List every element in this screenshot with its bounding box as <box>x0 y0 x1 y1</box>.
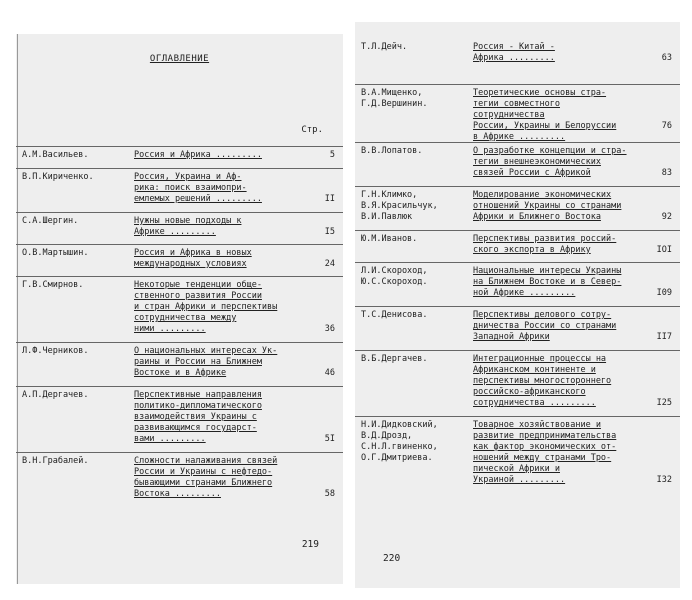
entry-authors: А.М.Васильев. <box>22 150 89 160</box>
separator-line <box>16 146 343 147</box>
toc-entry <box>355 144 680 186</box>
separator-line <box>355 306 680 307</box>
entry-authors: Т.Л.Дейч. <box>361 42 408 52</box>
left-page <box>16 34 343 584</box>
toc-entry <box>355 86 680 142</box>
entry-authors: В.В.Лопатов. <box>361 146 423 156</box>
entry-page: 24 <box>324 259 335 269</box>
toc-entry <box>16 388 343 452</box>
separator-line <box>16 244 343 245</box>
entry-authors: Ю.М.Иванов. <box>361 234 418 244</box>
toc-entry <box>355 264 680 306</box>
entry-authors: А.П.Дергачев. <box>22 390 89 400</box>
toc-entry <box>16 278 343 342</box>
entry-authors: Л.Ф.Черников. <box>22 346 89 356</box>
entry-page: 83 <box>661 168 672 178</box>
toc-entry <box>16 148 343 168</box>
entry-title: Национальные интересы Украины на Ближнем Востоке и в Север- ной Африке ......... <box>473 266 622 298</box>
entry-page: 5I <box>324 434 335 444</box>
toc-entry <box>16 170 343 212</box>
toc-heading: ОГЛАВЛЕНИЕ <box>149 54 210 64</box>
entry-title: Сложности налаживания связей России и Украины с нефтедо- бывающими странами Ближнего Востока ......... <box>134 456 278 499</box>
entry-title: Перспективы делового сотру- дничества России со странами Западной Африки <box>473 310 617 342</box>
entry-page: 58 <box>324 489 335 499</box>
separator-line <box>16 342 343 343</box>
entry-page: 63 <box>661 53 672 63</box>
entry-authors: В.Б.Дергачев. <box>361 354 428 364</box>
separator-line <box>16 212 343 213</box>
separator-line <box>355 186 680 187</box>
separator-line <box>16 452 343 453</box>
entry-page: 46 <box>324 368 335 378</box>
entry-page: 5 <box>329 150 335 160</box>
entry-page: I32 <box>656 475 672 485</box>
separator-line <box>355 262 680 263</box>
separator-line <box>355 416 680 417</box>
entry-title: Перспективные направления политико-дипломатического взаимодействия Украины с развивающимся государст- вами ......... <box>134 390 262 444</box>
entry-title: Нужны новые подходы к Африке ......... <box>134 216 242 237</box>
entry-authors: Н.И.Дидковский, В.Д.Дрозд, С.Н.Л.гвиненко, О.Г.Дмитриева. <box>361 420 438 463</box>
entry-authors: В.П.Кириченко. <box>22 172 94 182</box>
separator-line <box>16 386 343 387</box>
toc-entry <box>16 344 343 386</box>
toc-entry <box>355 352 680 416</box>
entry-page: I25 <box>656 398 672 408</box>
entry-page: II7 <box>656 332 672 342</box>
toc-entry <box>355 188 680 230</box>
separator-line <box>355 142 680 143</box>
entry-title: Россия и Африка ......... <box>134 150 262 160</box>
toc-entry <box>355 40 680 84</box>
toc-entry <box>16 246 343 276</box>
entry-page: 76 <box>661 121 672 131</box>
entry-authors: Л.И.Скороход, Ю.С.Скороход. <box>361 266 428 287</box>
entry-title: Россия и Африка в новых международных условиях <box>134 248 252 269</box>
entry-title: О национальных интересах Ук- раины и России на Ближнем Востоке и в Африке <box>134 346 278 378</box>
page-column-header: Стр. <box>301 125 323 135</box>
right-page <box>355 22 680 588</box>
toc-entry <box>355 232 680 262</box>
separator-line <box>355 230 680 231</box>
entry-title: Товарное хозяйствование и развитие предпринимательства как фактор экономических от- ношений между странами Тро- пической Африки и Украиной ......... <box>473 420 617 485</box>
entry-page: I09 <box>656 288 672 298</box>
entry-title: Интеграционные процессы на Африканском континенте и перспективы многостороннего российско-африканского сотрудничества ......... <box>473 354 612 408</box>
entry-authors: О.В.Мартышин. <box>22 248 89 258</box>
entry-authors: В.Н.Грабалей. <box>22 456 89 466</box>
separator-line <box>16 276 343 277</box>
toc-entry <box>355 418 680 496</box>
entry-title: Моделирование экономических отношений Украины со странами Африки и Ближнего Востока <box>473 190 622 222</box>
page-number: 220 <box>383 553 401 564</box>
entry-page: II <box>324 194 335 204</box>
entry-authors: Т.С.Денисова. <box>361 310 428 320</box>
entry-page: 36 <box>324 324 335 334</box>
entry-page: IOI <box>656 245 672 255</box>
entry-title: Россия - Китай - Африка ......... <box>473 42 555 63</box>
entry-authors: В.А.Мищенко, Г.Д.Вершинин. <box>361 88 428 109</box>
toc-entry <box>16 214 343 244</box>
separator-line <box>16 168 343 169</box>
entry-title: Некоторые тенденции обще- ственного развития России и стран Африки и перспективы сотрудничества между ними ......... <box>134 280 278 334</box>
entry-title: Теоретические основы стра- тегии совместного сотрудничества России, Украины и Белоруссии в Африке ......... <box>473 88 617 142</box>
separator-line <box>355 350 680 351</box>
entry-title: Перспективы развития россий- ского экспорта в Африку <box>473 234 617 255</box>
page-number: 219 <box>301 539 319 550</box>
entry-page: I5 <box>324 227 335 237</box>
entry-page: 92 <box>661 212 672 222</box>
toc-entry <box>355 308 680 350</box>
entry-title: Россия, Украина и Аф- рика: поиск взаимопри- емлемых решений ......... <box>134 172 262 204</box>
separator-line <box>355 84 680 85</box>
entry-authors: С.А.Шергин. <box>22 216 79 226</box>
entry-authors: Г.В.Смирнов. <box>22 280 84 290</box>
toc-entry <box>16 454 343 508</box>
entry-authors: Г.Н.Климко, В.Я.Красильчук, В.И.Павлюк <box>361 190 438 222</box>
entry-title: О разработке концепции и стра- тегии внешнеэкономических связей России с Африкой <box>473 146 627 178</box>
